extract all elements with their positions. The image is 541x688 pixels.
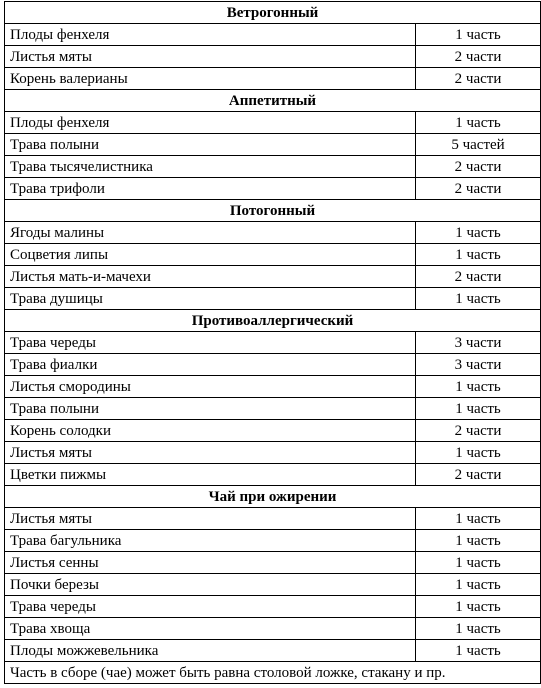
- herb-name: Почки березы: [5, 574, 416, 596]
- table-row: [5, 596, 541, 618]
- section-title: Потогонный: [5, 200, 541, 222]
- table-row: [5, 530, 541, 552]
- section-header-row: [5, 310, 541, 332]
- herb-amount: 3 части: [416, 354, 541, 376]
- herb-amount: 1 часть: [416, 288, 541, 310]
- table-row: [5, 552, 541, 574]
- herb-amount: 1 часть: [416, 442, 541, 464]
- herb-name: Трава полыни: [5, 134, 416, 156]
- herb-amount: 1 часть: [416, 222, 541, 244]
- herb-amount: 1 часть: [416, 112, 541, 134]
- table-row: [5, 156, 541, 178]
- herb-name: Ягоды малины: [5, 222, 416, 244]
- herb-amount: 1 часть: [416, 508, 541, 530]
- herb-amount: 5 частей: [416, 134, 541, 156]
- herb-name: Трава трифоли: [5, 178, 416, 200]
- herbal-collections-document: [4, 1, 540, 684]
- herb-name: Листья мать-и-мачехи: [5, 266, 416, 288]
- table-row: [5, 244, 541, 266]
- herb-name: Трава полыни: [5, 398, 416, 420]
- table-body: [5, 2, 541, 684]
- herb-name: Листья мяты: [5, 508, 416, 530]
- section-header-row: [5, 90, 541, 112]
- herb-amount: 1 часть: [416, 244, 541, 266]
- herb-amount: 1 часть: [416, 574, 541, 596]
- herb-amount: 2 части: [416, 266, 541, 288]
- table-row: [5, 112, 541, 134]
- herb-amount: 2 части: [416, 420, 541, 442]
- herb-name: Трава хвоща: [5, 618, 416, 640]
- herb-amount: 2 части: [416, 156, 541, 178]
- herb-name: Трава череды: [5, 596, 416, 618]
- herb-name: Трава фиалки: [5, 354, 416, 376]
- table-row: [5, 134, 541, 156]
- herb-name: Соцветия липы: [5, 244, 416, 266]
- table-row: [5, 376, 541, 398]
- table-row: [5, 24, 541, 46]
- herb-amount: 1 часть: [416, 24, 541, 46]
- table-row: [5, 508, 541, 530]
- table-row: [5, 332, 541, 354]
- table-row: [5, 574, 541, 596]
- table-row: [5, 420, 541, 442]
- herb-name: Листья мяты: [5, 46, 416, 68]
- herb-amount: 1 часть: [416, 552, 541, 574]
- table-row: [5, 222, 541, 244]
- section-header-row: [5, 200, 541, 222]
- herb-amount: 1 часть: [416, 530, 541, 552]
- herbal-collections-table: [4, 1, 541, 684]
- herb-name: Плоды можжевельника: [5, 640, 416, 662]
- table-row: [5, 618, 541, 640]
- herb-name: Плоды фенхеля: [5, 24, 416, 46]
- section-title: Ветрогонный: [5, 2, 541, 24]
- section-title: Аппетитный: [5, 90, 541, 112]
- table-row: [5, 354, 541, 376]
- herb-name: Листья мяты: [5, 442, 416, 464]
- table-row: [5, 178, 541, 200]
- section-header-row: [5, 486, 541, 508]
- herb-name: Корень валерианы: [5, 68, 416, 90]
- section-title: Противоаллергический: [5, 310, 541, 332]
- footnote-row: [5, 662, 541, 684]
- herb-name: Трава тысячелистника: [5, 156, 416, 178]
- herb-name: Трава душицы: [5, 288, 416, 310]
- herb-name: Плоды фенхеля: [5, 112, 416, 134]
- herb-amount: 2 части: [416, 46, 541, 68]
- footnote: Часть в сборе (чае) может быть равна столовой ложке, стакану и пр.: [5, 662, 541, 684]
- table-row: [5, 464, 541, 486]
- table-row: [5, 398, 541, 420]
- table-row: [5, 288, 541, 310]
- section-title: Чай при ожирении: [5, 486, 541, 508]
- herb-amount: 2 части: [416, 464, 541, 486]
- herb-name: Цветки пижмы: [5, 464, 416, 486]
- herb-name: Листья сенны: [5, 552, 416, 574]
- herb-name: Трава багульника: [5, 530, 416, 552]
- herb-name: Листья смородины: [5, 376, 416, 398]
- section-header-row: [5, 2, 541, 24]
- herb-amount: 1 часть: [416, 618, 541, 640]
- herb-name: Трава череды: [5, 332, 416, 354]
- herb-amount: 2 части: [416, 68, 541, 90]
- herb-amount: 1 часть: [416, 596, 541, 618]
- herb-name: Корень солодки: [5, 420, 416, 442]
- table-row: [5, 442, 541, 464]
- table-row: [5, 68, 541, 90]
- table-row: [5, 640, 541, 662]
- herb-amount: 1 часть: [416, 398, 541, 420]
- herb-amount: 1 часть: [416, 376, 541, 398]
- herb-amount: 3 части: [416, 332, 541, 354]
- herb-amount: 1 часть: [416, 640, 541, 662]
- herb-amount: 2 части: [416, 178, 541, 200]
- table-row: [5, 266, 541, 288]
- table-row: [5, 46, 541, 68]
